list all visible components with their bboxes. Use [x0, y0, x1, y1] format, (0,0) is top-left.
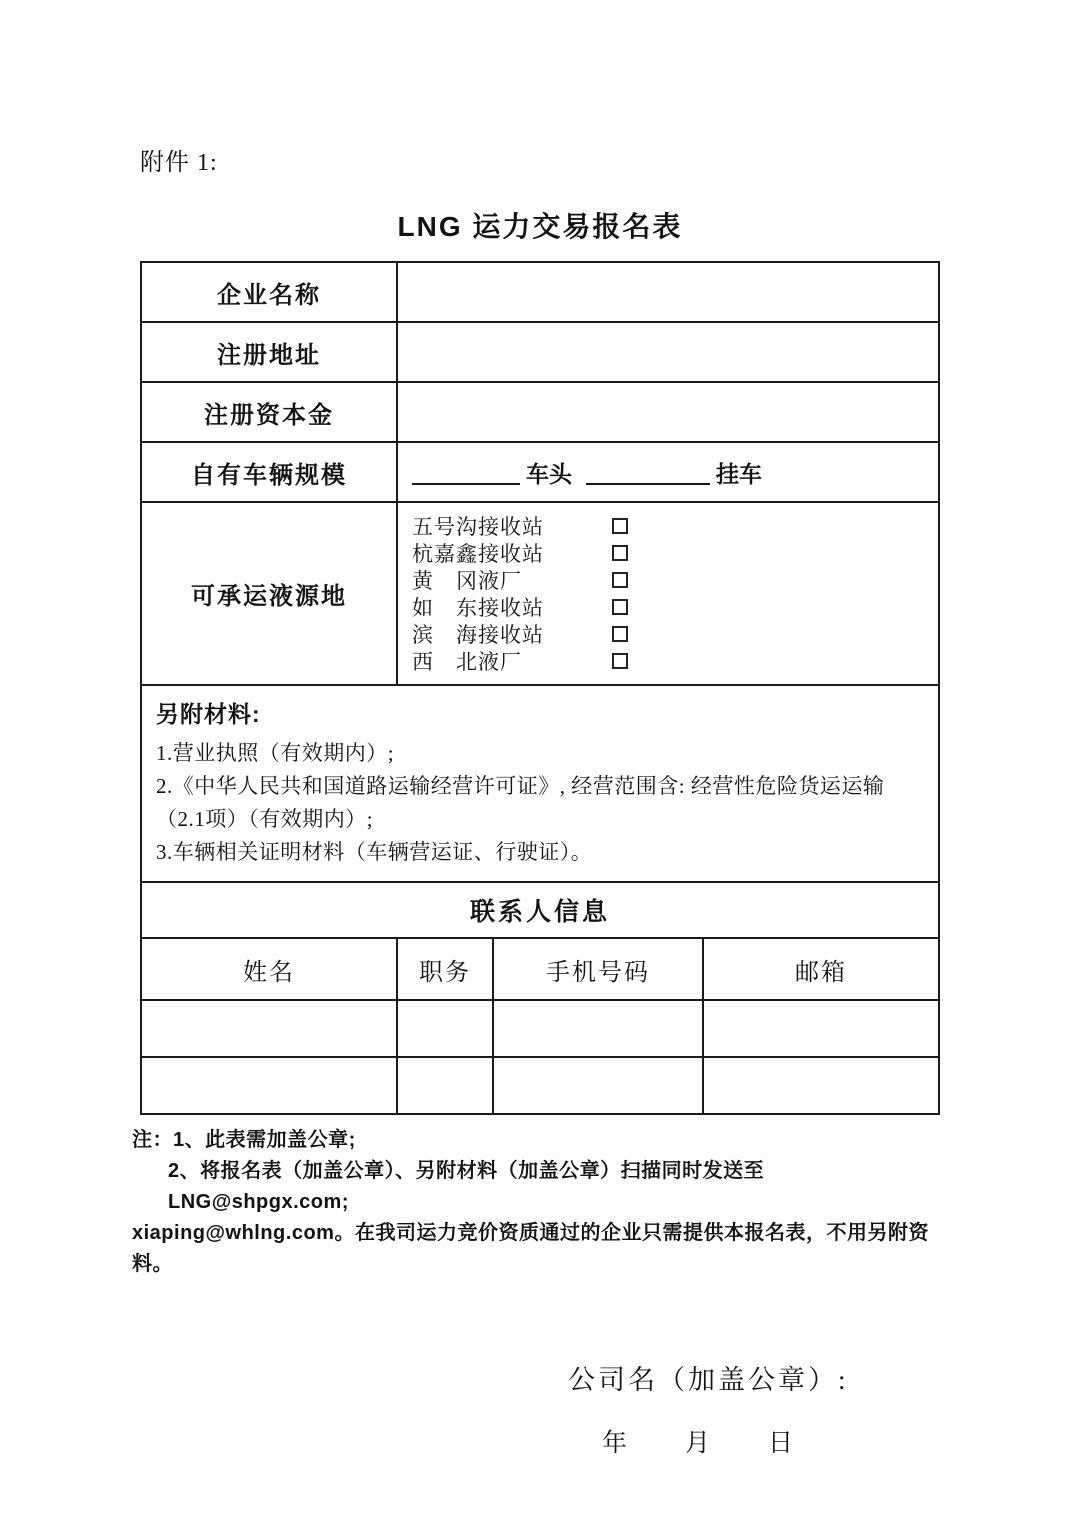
liquid-source-option [412, 648, 938, 674]
trailer-count-blank[interactable] [586, 459, 710, 485]
fleet-size-label: 自有车辆规模 [142, 443, 398, 501]
liquid-source-name: 西 北液厂 [412, 650, 522, 674]
liquid-source-option [412, 621, 938, 647]
liquid-source-checkbox[interactable] [612, 545, 628, 561]
attachment-item: 1.营业执照（有效期内）; [156, 741, 395, 765]
date-line [602, 1423, 940, 1459]
tractor-count-blank[interactable] [412, 459, 520, 485]
table-row-fleet-size [142, 441, 938, 501]
contact-position-cell[interactable] [398, 1058, 494, 1113]
contact-header-name: 姓名 [142, 939, 398, 999]
trailer-unit-label: 挂车 [716, 460, 762, 487]
table-row-company-name [142, 263, 938, 321]
contact-header-row [142, 937, 938, 999]
liquid-source-checkbox[interactable] [612, 599, 628, 615]
attachments-cell [142, 686, 938, 881]
contact-position-cell[interactable] [398, 1001, 494, 1056]
liquid-source-name: 黄 冈液厂 [412, 569, 522, 593]
liquid-source-checkbox[interactable] [612, 626, 628, 642]
liquid-source-name: 滨 海接收站 [412, 623, 544, 647]
table-row-liquid-sources [142, 501, 938, 684]
registered-address-field[interactable] [398, 323, 938, 381]
day-label: 日 [768, 1430, 794, 1457]
tractor-unit-label: 车头 [526, 460, 572, 487]
contact-header-email: 邮箱 [795, 959, 847, 986]
contact-data-row [142, 999, 938, 1056]
attachment-label: 附件 1: [140, 150, 218, 176]
liquid-source-option [412, 567, 938, 593]
contact-header-phone: 手机号码 [494, 939, 704, 999]
contact-info-title: 联系人信息 [142, 881, 938, 937]
liquid-source-option [412, 594, 938, 620]
contact-name-cell[interactable] [142, 1001, 398, 1056]
company-name-field[interactable] [398, 263, 938, 321]
registration-form-table [140, 261, 940, 1115]
footnote-line: 2、将报名表（加盖公章）、另附材料（加盖公章）扫描同时发送至 LNG@shpgx.com; [168, 1160, 765, 1213]
table-row-attachments [142, 684, 938, 881]
footnotes [132, 1125, 940, 1280]
contact-phone-cell[interactable] [494, 1058, 704, 1113]
attachment-item: 2.《中华人民共和国道路运输经营许可证》, 经营范围含: 经营性危险货运运输（2.1项）（有效期内）; [156, 774, 885, 831]
contact-email-cell[interactable] [704, 1058, 938, 1113]
liquid-source-option [412, 513, 938, 539]
liquid-sources-options [398, 503, 938, 684]
attachments-title: 另附材料: [156, 701, 261, 727]
year-label: 年 [602, 1430, 628, 1457]
liquid-source-checkbox[interactable] [612, 572, 628, 588]
liquid-source-checkbox[interactable] [612, 653, 628, 669]
attachment-item: 3.车辆相关证明材料（车辆营运证、行驶证）。 [156, 840, 593, 864]
liquid-source-name: 五号沟接收站 [412, 515, 544, 539]
liquid-source-checkbox[interactable] [612, 518, 628, 534]
company-name-label: 企业名称 [142, 263, 398, 321]
month-label: 月 [685, 1430, 711, 1457]
contact-header-position: 职务 [398, 939, 494, 999]
document-content [132, 0, 940, 1459]
registered-capital-label: 注册资本金 [142, 383, 398, 441]
contact-email-cell[interactable] [704, 1001, 938, 1056]
fleet-size-field [398, 443, 938, 501]
table-row-registered-capital [142, 381, 938, 441]
liquid-source-option [412, 540, 938, 566]
contact-phone-cell[interactable] [494, 1001, 704, 1056]
liquid-source-name: 杭嘉鑫接收站 [412, 542, 544, 566]
registered-capital-field[interactable] [398, 383, 938, 441]
contact-name-cell[interactable] [142, 1058, 398, 1113]
contact-data-row [142, 1056, 938, 1113]
liquid-source-name: 如 东接收站 [412, 596, 544, 620]
footnote-line: xiaping@whlng.com。在我司运力竞价资质通过的企业只需提供本报名表，不用另附资料。 [132, 1222, 929, 1275]
liquid-sources-label: 可承运液源地 [142, 503, 398, 684]
registered-address-label: 注册地址 [142, 323, 398, 381]
footnote-line: 注：1、此表需加盖公章; [132, 1129, 356, 1151]
company-seal-label: 公司名（加盖公章）: [568, 1365, 849, 1395]
page-title: LNG 运力交易报名表 [397, 211, 683, 242]
table-row-registered-address [142, 321, 938, 381]
